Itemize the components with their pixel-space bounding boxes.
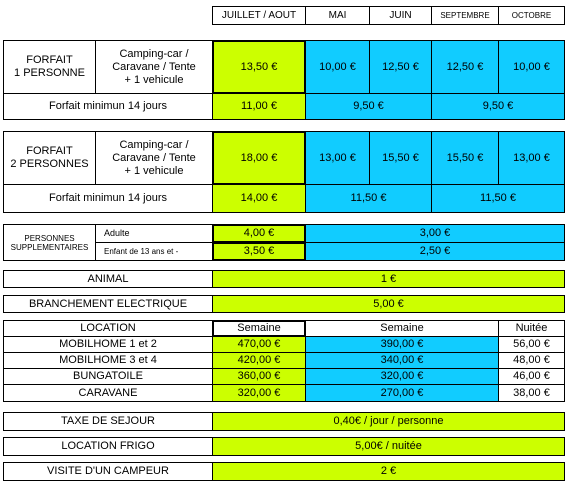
- forfait1-min-price-high: 11,00 €: [212, 93, 306, 120]
- supplementaires-label: [3, 224, 96, 261]
- location-row-price-low: 340,00 €: [305, 352, 499, 369]
- forfait2-min-price-sept-oct: 11,50 €: [431, 184, 565, 213]
- frigo-price: 5,00€ / nuitée: [212, 437, 565, 456]
- forfait1-price-juin: 12,50 €: [369, 40, 432, 94]
- forfait2-price-mai: 13,00 €: [305, 131, 370, 185]
- forfait1-desc-line1: Camping-car /: [119, 47, 189, 60]
- forfait1-description: [95, 40, 213, 94]
- location-row-price-high: 470,00 €: [212, 336, 306, 353]
- location-row-price-low: 390,00 €: [305, 336, 499, 353]
- location-row-name: MOBILHOME 1 et 2: [3, 336, 213, 353]
- forfait2-description: [95, 131, 213, 185]
- location-row-price-low: 320,00 €: [305, 368, 499, 385]
- location-row-name: BUNGATOILE: [3, 368, 213, 385]
- forfait2-price-septembre: 15,50 €: [431, 131, 499, 185]
- supplementaires-label-line2: SUPPLEMENTAIRES: [10, 242, 89, 252]
- supplementaires-adult-label: Adulte: [95, 224, 213, 243]
- location-row-price-high: 360,00 €: [212, 368, 306, 385]
- forfait1-label-line1: FORFAIT: [26, 54, 73, 66]
- forfait1-price-mai: 10,00 €: [305, 40, 370, 94]
- location-col-low: Semaine: [305, 320, 499, 337]
- visite-price: 2 €: [212, 462, 565, 481]
- supplementaires-label-line1: PERSONNES: [24, 233, 75, 243]
- forfait1-desc-line3: + 1 vehicule: [124, 73, 184, 86]
- taxe-price: 0,40€ / jour / personne: [212, 412, 565, 431]
- forfait1-min-price-mai-juin: 9,50 €: [305, 93, 432, 120]
- location-label: LOCATION: [3, 320, 213, 337]
- location-col-night: Nuitée: [498, 320, 565, 337]
- location-row-price-night: 48,00 €: [498, 352, 565, 369]
- forfait2-desc-line1: Camping-car /: [119, 138, 189, 151]
- header-juin: JUIN: [369, 6, 432, 25]
- supplementaires-adult-price-low: 3,00 €: [305, 224, 565, 243]
- location-col-high: Semaine: [212, 320, 306, 337]
- supplementaires-child-price-high: 3,50 €: [212, 242, 306, 261]
- forfait2-min-label: Forfait minimun 14 jours: [3, 184, 213, 213]
- forfait1-price-juillet-aout: 13,50 €: [212, 40, 306, 94]
- location-row-name: MOBILHOME 3 et 4: [3, 352, 213, 369]
- header-septembre: SEPTEMBRE: [431, 6, 499, 25]
- taxe-label: TAXE DE SEJOUR: [3, 412, 213, 431]
- header-mai: MAI: [305, 6, 370, 25]
- forfait1-min-price-sept-oct: 9,50 €: [431, 93, 565, 120]
- location-row-price-night: 56,00 €: [498, 336, 565, 353]
- location-row-price-low: 270,00 €: [305, 384, 499, 402]
- forfait2-label: [3, 131, 96, 185]
- forfait2-min-price-high: 14,00 €: [212, 184, 306, 213]
- forfait2-price-octobre: 13,00 €: [498, 131, 565, 185]
- location-row-price-night: 38,00 €: [498, 384, 565, 402]
- branchement-price: 5,00 €: [212, 295, 565, 313]
- location-row-price-high: 420,00 €: [212, 352, 306, 369]
- location-row-name: CARAVANE: [3, 384, 213, 402]
- supplementaires-child-label: Enfant de 13 ans et -: [95, 242, 213, 261]
- location-row-price-night: 46,00 €: [498, 368, 565, 385]
- header-octobre: OCTOBRE: [498, 6, 565, 25]
- forfait2-price-juin: 15,50 €: [369, 131, 432, 185]
- forfait2-label-line1: FORFAIT: [26, 145, 73, 157]
- header-juillet-aout: JUILLET / AOUT: [212, 6, 306, 25]
- forfait2-min-price-mai-juin: 11,50 €: [305, 184, 432, 213]
- forfait2-label-line2: 2 PERSONNES: [10, 158, 89, 170]
- forfait2-price-juillet-aout: 18,00 €: [212, 131, 306, 185]
- location-row-price-high: 320,00 €: [212, 384, 306, 402]
- animal-price: 1 €: [212, 270, 565, 288]
- branchement-label: BRANCHEMENT ELECTRIQUE: [3, 295, 213, 313]
- forfait2-desc-line2: Caravane / Tente: [112, 151, 196, 164]
- forfait1-price-octobre: 10,00 €: [498, 40, 565, 94]
- supplementaires-child-price-low: 2,50 €: [305, 242, 565, 261]
- forfait1-price-septembre: 12,50 €: [431, 40, 499, 94]
- forfait1-label: [3, 40, 96, 94]
- forfait2-desc-line3: + 1 vehicule: [124, 164, 184, 177]
- forfait1-desc-line2: Caravane / Tente: [112, 60, 196, 73]
- supplementaires-adult-price-high: 4,00 €: [212, 224, 306, 243]
- forfait1-min-label: Forfait minimun 14 jours: [3, 93, 213, 120]
- frigo-label: LOCATION FRIGO: [3, 437, 213, 456]
- forfait1-label-line2: 1 PERSONNE: [14, 67, 85, 79]
- visite-label: VISITE D'UN CAMPEUR: [3, 462, 213, 481]
- animal-label: ANIMAL: [3, 270, 213, 288]
